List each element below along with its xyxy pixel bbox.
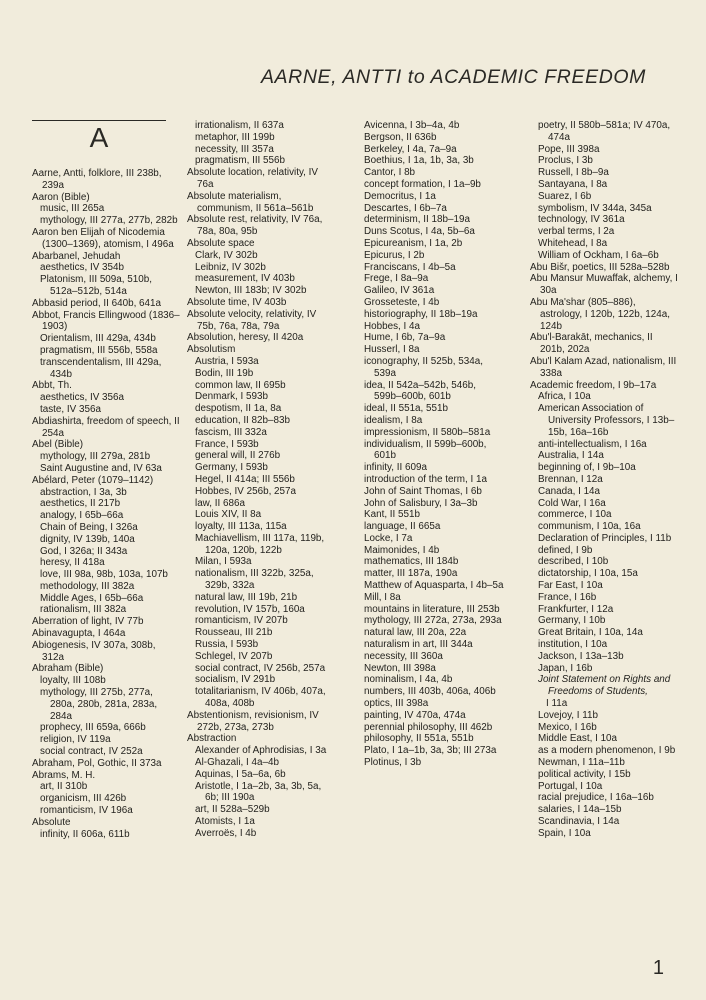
index-subentry: perennial philosophy, III 462b bbox=[364, 721, 493, 733]
index-subentry: Portugal, I 10a bbox=[538, 780, 603, 792]
index-subentry: Mexico, I 16b bbox=[538, 721, 597, 733]
index-subentry: socialism, IV 291b bbox=[195, 674, 276, 686]
index-subentry: Far East, I 10a bbox=[538, 580, 603, 592]
index-subentry: infinity, II 606a, 611b bbox=[40, 828, 130, 840]
index-entry: Abel (Bible) bbox=[32, 439, 84, 451]
index-subentry: dignity, IV 139b, 140a bbox=[40, 533, 135, 545]
index-subentry: Canada, I 14a bbox=[538, 485, 601, 497]
index-subentry: common law, II 695b bbox=[195, 379, 286, 391]
index-subentry: Bodin, III 19b bbox=[195, 367, 254, 379]
index-subentry: Matthew of Aquasparta, I 4b–5a bbox=[364, 580, 504, 592]
index-subentry: Descartes, I 6b–7a bbox=[364, 202, 447, 214]
index-subentry: Great Britain, I 10a, 14a bbox=[538, 627, 643, 639]
index-subentry: totalitarianism, IV 406b, 407a, 408a, 408b bbox=[195, 686, 326, 710]
index-column-3 bbox=[356, 120, 504, 769]
index-subentry: impressionism, II 580b–581a bbox=[364, 426, 491, 438]
index-subentry: Whitehead, I 8a bbox=[538, 237, 608, 249]
index-subentry: religion, IV 119a bbox=[40, 734, 111, 746]
index-subentry: individualism, II 599b–600b, 601b bbox=[364, 438, 487, 462]
index-subentry: painting, IV 470a, 474a bbox=[364, 709, 466, 721]
index-subentry: described, I 10b bbox=[538, 556, 609, 568]
index-subentry: mathematics, III 184b bbox=[364, 556, 459, 568]
index-subentry: education, II 82b–83b bbox=[195, 414, 290, 426]
index-subentry: Santayana, I 8a bbox=[538, 178, 608, 190]
index-subentry: verbal terms, I 2a bbox=[538, 226, 615, 238]
index-subentry: Frege, I 8a–9a bbox=[364, 273, 429, 285]
page-number: 1 bbox=[652, 957, 664, 979]
index-subentry: Mill, I 8a bbox=[364, 591, 401, 603]
running-head: AARNE, ANTTI to ACADEMIC FREEDOM bbox=[260, 66, 646, 88]
index-subentry: Newton, III 183b; IV 302b bbox=[195, 285, 307, 297]
index-subentry: Middle Ages, I 65b–66a bbox=[40, 592, 144, 604]
index-entry: Abu Mansur Muwaffak, alchemy, I 30a bbox=[530, 273, 678, 297]
index-subentry: Al-Ghazali, I 4a–4b bbox=[195, 757, 279, 769]
index-entry: Aarne, Antti, folklore, III 238b, 239a bbox=[32, 168, 162, 191]
index-entry: Abu'l Kalam Azad, nationalism, III 338a bbox=[530, 355, 677, 379]
index-subentry: necessity, III 360a bbox=[364, 650, 443, 662]
index-entry: Abbt, Th. bbox=[32, 380, 72, 392]
index-subentry: I 11a bbox=[546, 698, 568, 710]
index-subentry: natural law, III 20a, 22a bbox=[364, 627, 467, 639]
index-entry: Aaron (Bible) bbox=[32, 191, 90, 203]
index-subentry: institution, I 10a bbox=[538, 639, 608, 651]
index-subentry: Epicureanism, I 1a, 2b bbox=[364, 237, 463, 249]
index-subentry: love, III 98a, 98b, 103a, 107b bbox=[40, 569, 168, 581]
index-column-2 bbox=[187, 120, 335, 840]
index-subentry: aesthetics, IV 356a bbox=[40, 392, 124, 404]
index-subentry: abstraction, I 3a, 3b bbox=[40, 486, 127, 498]
index-subentry: Australia, I 14a bbox=[538, 450, 604, 462]
index-subentry: concept formation, I 1a–9b bbox=[364, 178, 481, 190]
index-subentry: irrationalism, II 637a bbox=[195, 120, 284, 131]
index-subentry: Schlegel, IV 207b bbox=[195, 650, 273, 662]
index-subentry: music, III 265a bbox=[40, 203, 105, 215]
index-subentry: Avicenna, I 3b–4a, 4b bbox=[364, 120, 460, 131]
index-entry: Abu'l-Barakāt, mechanics, II 201b, 202a bbox=[530, 332, 653, 356]
index-entry: Absolute materialism, communism, II 561a–561b bbox=[187, 190, 314, 214]
index-subentry: transcendentalism, III 429a, 434b bbox=[40, 356, 162, 380]
index-subentry: Pope, III 398a bbox=[538, 143, 600, 155]
index-subentry: Husserl, I 8a bbox=[364, 344, 420, 356]
index-entry: Abbot, Francis Ellingwood (1836–1903) bbox=[32, 309, 180, 333]
index-subentry: Plotinus, I 3b bbox=[364, 757, 422, 769]
index-subentry: Kant, II 551b bbox=[364, 509, 421, 521]
index-subentry: art, II 528a–529b bbox=[195, 804, 270, 816]
index-subentry: philosophy, II 551a, 551b bbox=[364, 733, 474, 745]
index-subentry: Newton, III 398a bbox=[364, 662, 436, 674]
index-subentry: Grosseteste, I 4b bbox=[364, 296, 440, 308]
index-entry: Abiogenesis, IV 307a, 308b, 312a bbox=[32, 639, 156, 663]
index-subentry: law, II 686a bbox=[195, 497, 245, 509]
index-subentry: mountains in literature, III 253b bbox=[364, 603, 500, 615]
index-entry: Abbasid period, II 640b, 641a bbox=[32, 297, 162, 309]
index-subentry: mythology, III 275b, 277a, 280a, 280b, 281a, 283a, 284a bbox=[40, 687, 158, 722]
index-subentry: romanticism, IV 207b bbox=[195, 615, 288, 627]
index-subentry: nominalism, I 4a, 4b bbox=[364, 674, 453, 686]
index-subentry: Japan, I 16b bbox=[538, 662, 593, 674]
index-entry: Absolute rest, relativity, IV 76a, 78a, 80a, 95b bbox=[187, 214, 323, 238]
index-entry: Absolute location, relativity, IV 76a bbox=[187, 167, 318, 190]
index-subentry: Maimonides, I 4b bbox=[364, 544, 440, 556]
index-subentry: natural law, III 19b, 21b bbox=[195, 591, 298, 603]
section-rule bbox=[32, 120, 166, 121]
index-entry: Abinavagupta, I 464a bbox=[32, 628, 126, 640]
index-entry: Abu Ma'shar (805–886), astrology, I 120b, 122b, 124a, 124b bbox=[530, 296, 670, 332]
index-subentry: Joint Statement on Rights and Freedoms of Students, bbox=[538, 674, 671, 698]
index-subentry: general will, II 276b bbox=[195, 450, 281, 462]
index-subentry: historiography, II 18b–19a bbox=[364, 308, 478, 320]
index-subentry: technology, IV 361a bbox=[538, 214, 625, 226]
index-subentry: loyalty, III 108b bbox=[40, 675, 106, 687]
index-subentry: Declaration of Principles, I 11b bbox=[538, 532, 672, 544]
index-subentry: mythology, III 272a, 273a, 293a bbox=[364, 615, 502, 627]
index-subentry: introduction of the term, I 1a bbox=[364, 473, 487, 485]
index-entry: Abu Bišr, poetics, III 528a–528b bbox=[530, 261, 670, 273]
index-subentry: rationalism, III 382a bbox=[40, 604, 127, 616]
index-entry: Absolutism bbox=[187, 344, 236, 356]
index-subentry: poetry, II 580b–581a; IV 470a, 474a bbox=[538, 120, 671, 143]
index-subentry: idealism, I 8a bbox=[364, 414, 423, 426]
index-subentry: Democritus, I 1a bbox=[364, 190, 436, 202]
index-subentry: Austria, I 593a bbox=[195, 355, 259, 367]
index-column-1 bbox=[32, 168, 180, 840]
index-subentry: Germany, I 10b bbox=[538, 615, 606, 627]
index-subentry: Africa, I 10a bbox=[538, 391, 591, 403]
index-entry: Abstentionism, revisionism, IV 272b, 273a, 273b bbox=[187, 709, 319, 733]
index-subentry: Atomists, I 1a bbox=[195, 816, 255, 828]
index-entry: Abraham (Bible) bbox=[32, 663, 104, 675]
index-subentry: language, II 665a bbox=[364, 521, 441, 533]
index-subentry: Milan, I 593a bbox=[195, 556, 252, 568]
index-subentry: Boethius, I 1a, 1b, 3a, 3b bbox=[364, 155, 474, 167]
index-entry: Abrams, M. H. bbox=[32, 769, 96, 781]
index-subentry: idea, II 542a–542b, 546b, 599b–600b, 601b bbox=[364, 379, 477, 403]
index-subentry: Galileo, IV 361a bbox=[364, 285, 435, 297]
index-subentry: taste, IV 356a bbox=[40, 403, 101, 415]
index-subentry: John of Saint Thomas, I 6b bbox=[364, 485, 482, 497]
index-subentry: Hobbes, I 4a bbox=[364, 320, 420, 332]
index-subentry: Middle East, I 10a bbox=[538, 733, 618, 745]
index-subentry: Louis XIV, II 8a bbox=[195, 509, 262, 521]
index-subentry: Hobbes, IV 256b, 257a bbox=[195, 485, 297, 497]
index-subentry: Suarez, I 6b bbox=[538, 190, 592, 202]
index-subentry: pragmatism, III 556b bbox=[195, 155, 286, 167]
index-entry: Abdiashirta, freedom of speech, II 254a bbox=[32, 415, 180, 439]
index-subentry: determinism, II 18b–19a bbox=[364, 214, 470, 226]
index-subentry: Leibniz, IV 302b bbox=[195, 261, 266, 273]
index-entry: Absolution, heresy, II 420a bbox=[187, 332, 304, 344]
index-subentry: numbers, III 403b, 406a, 406b bbox=[364, 686, 496, 698]
index-entry: Absolute bbox=[32, 816, 71, 828]
index-subentry: communism, I 10a, 16a bbox=[538, 521, 641, 533]
index-subentry: loyalty, III 113a, 115a bbox=[195, 521, 287, 533]
index-entry: Abraham, Pol, Gothic, II 373a bbox=[32, 757, 162, 769]
index-subentry: Locke, I 7a bbox=[364, 532, 413, 544]
index-subentry: Frankfurter, I 12a bbox=[538, 603, 614, 615]
index-subentry: Hegel, II 414a; III 556b bbox=[195, 473, 295, 485]
index-subentry: aesthetics, II 217b bbox=[40, 498, 121, 510]
index-entry: Absolute velocity, relativity, IV 75b, 76a, 78a, 79a bbox=[187, 308, 317, 332]
index-subentry: Lovejoy, I 11b bbox=[538, 709, 599, 721]
index-entry: Aberration of light, IV 77b bbox=[32, 616, 144, 628]
index-subentry: mythology, III 279a, 281b bbox=[40, 451, 151, 463]
index-subentry: optics, III 398a bbox=[364, 698, 429, 710]
index-subentry: dictatorship, I 10a, 15a bbox=[538, 568, 638, 580]
index-subentry: Brennan, I 12a bbox=[538, 473, 603, 485]
index-subentry: anti-intellectualism, I 16a bbox=[538, 438, 647, 450]
index-subentry: despotism, II 1a, 8a bbox=[195, 403, 282, 415]
index-subentry: William of Ockham, I 6a–6b bbox=[538, 249, 659, 261]
index-subentry: analogy, I 65b–66a bbox=[40, 510, 124, 522]
index-entry: Academic freedom, I 9b–17a bbox=[530, 379, 657, 391]
index-subentry: prophecy, III 659a, 666b bbox=[40, 722, 146, 734]
index-column-4 bbox=[530, 120, 678, 840]
index-subentry: heresy, II 418a bbox=[40, 557, 105, 569]
index-subentry: iconography, II 525b, 534a, 539a bbox=[364, 355, 483, 379]
index-subentry: Aristotle, I 1a–2b, 3a, 3b, 5a, 6b; III 190a bbox=[195, 780, 322, 804]
index-subentry: Denmark, I 593b bbox=[195, 391, 269, 403]
index-subentry: Rousseau, III 21b bbox=[195, 627, 273, 639]
index-subentry: Saint Augustine and, IV 63a bbox=[40, 462, 162, 474]
index-subentry: beginning of, I 9b–10a bbox=[538, 462, 636, 474]
index-subentry: Spain, I 10a bbox=[538, 827, 591, 839]
index-subentry: revolution, IV 157b, 160a bbox=[195, 603, 305, 615]
index-subentry: Bergson, II 636b bbox=[364, 131, 437, 143]
index-entry: Aaron ben Elijah of Nicodemia (1300–1369), atomism, I 496a bbox=[32, 226, 174, 250]
index-subentry: France, I 16b bbox=[538, 591, 597, 603]
index-entry: Abstraction bbox=[187, 733, 237, 745]
index-subentry: Averroës, I 4b bbox=[195, 827, 257, 839]
index-subentry: Proclus, I 3b bbox=[538, 155, 593, 167]
section-letter: A bbox=[89, 122, 109, 153]
index-subentry: pragmatism, III 556b, 558a bbox=[40, 344, 158, 356]
index-subentry: Russia, I 593b bbox=[195, 639, 259, 651]
index-subentry: Clark, IV 302b bbox=[195, 249, 258, 261]
index-subentry: naturalism in art, III 344a bbox=[364, 639, 473, 651]
index-subentry: God, I 326a; II 343a bbox=[40, 545, 128, 557]
index-subentry: defined, I 9b bbox=[538, 544, 593, 556]
index-subentry: Newman, I 11a–11b bbox=[538, 757, 625, 769]
index-subentry: American Association of University Professors, I 13b–15b, 16a–16b bbox=[538, 403, 675, 438]
index-subentry: Germany, I 593b bbox=[195, 462, 268, 474]
index-entry: Absolute time, IV 403b bbox=[187, 296, 287, 308]
index-subentry: Epicurus, I 2b bbox=[364, 249, 425, 261]
index-subentry: Russell, I 8b–9a bbox=[538, 167, 609, 179]
index-subentry: Machiavellism, III 117a, 119b, 120a, 120b, 122b bbox=[195, 532, 325, 556]
index-subentry: John of Salisbury, I 3a–3b bbox=[364, 497, 478, 509]
index-subentry: methodology, III 382a bbox=[40, 580, 135, 592]
index-subentry: Scandinavia, I 14a bbox=[538, 816, 620, 828]
index-entry: Absolute space bbox=[187, 237, 255, 249]
index-subentry: salaries, I 14a–15b bbox=[538, 804, 622, 816]
index-subentry: Cold War, I 16a bbox=[538, 497, 606, 509]
index-subentry: Jackson, I 13a–13b bbox=[538, 650, 624, 662]
index-subentry: metaphor, III 199b bbox=[195, 131, 275, 143]
index-subentry: art, II 310b bbox=[40, 781, 88, 793]
index-subentry: Franciscans, I 4b–5a bbox=[364, 261, 456, 273]
index-subentry: symbolism, IV 344a, 345a bbox=[538, 202, 652, 214]
index-subentry: commerce, I 10a bbox=[538, 509, 612, 521]
index-entry: Abélard, Peter (1079–1142) bbox=[32, 474, 154, 486]
index-entry: Abarbanel, Jehudah bbox=[32, 250, 121, 262]
index-subentry: social contract, IV 252a bbox=[40, 746, 143, 758]
index-subentry: social contract, IV 256b, 257a bbox=[195, 662, 326, 674]
index-subentry: Hume, I 6b, 7a–9a bbox=[364, 332, 446, 344]
index-subentry: Orientalism, III 429a, 434b bbox=[40, 333, 156, 345]
index-subentry: ideal, II 551a, 551b bbox=[364, 403, 449, 415]
index-subentry: fascism, III 332a bbox=[195, 426, 267, 438]
index-subentry: Plato, I 1a–1b, 3a, 3b; III 273a bbox=[364, 745, 497, 757]
index-subentry: Berkeley, I 4a, 7a–9a bbox=[364, 143, 457, 155]
index-subentry: aesthetics, IV 354b bbox=[40, 262, 124, 274]
index-subentry: Platonism, III 509a, 510b, 512a–512b, 514a bbox=[40, 274, 152, 297]
index-subentry: Alexander of Aphrodisias, I 3a bbox=[195, 745, 327, 757]
index-subentry: racial prejudice, I 16a–16b bbox=[538, 792, 654, 804]
index-subentry: mythology, III 277a, 277b, 282b bbox=[40, 215, 178, 227]
index-subentry: Duns Scotus, I 4a, 5b–6a bbox=[364, 226, 475, 238]
index-subentry: France, I 593b bbox=[195, 438, 259, 450]
index-subentry: infinity, II 609a bbox=[364, 462, 427, 474]
index-subentry: political activity, I 15b bbox=[538, 768, 631, 780]
index-subentry: romanticism, IV 196a bbox=[40, 805, 133, 817]
index-subentry: measurement, IV 403b bbox=[195, 273, 295, 285]
index-subentry: Cantor, I 8b bbox=[364, 167, 416, 179]
index-subentry: necessity, III 357a bbox=[195, 143, 274, 155]
index-subentry: organicism, III 426b bbox=[40, 793, 127, 805]
index-subentry: as a modern phenomenon, I 9b bbox=[538, 745, 676, 757]
index-subentry: matter, III 187a, 190a bbox=[364, 568, 458, 580]
index-subentry: nationalism, III 322b, 325a, 329b, 332a bbox=[195, 568, 314, 592]
index-subentry: Chain of Being, I 326a bbox=[40, 521, 138, 533]
index-subentry: Aquinas, I 5a–6a, 6b bbox=[195, 768, 286, 780]
